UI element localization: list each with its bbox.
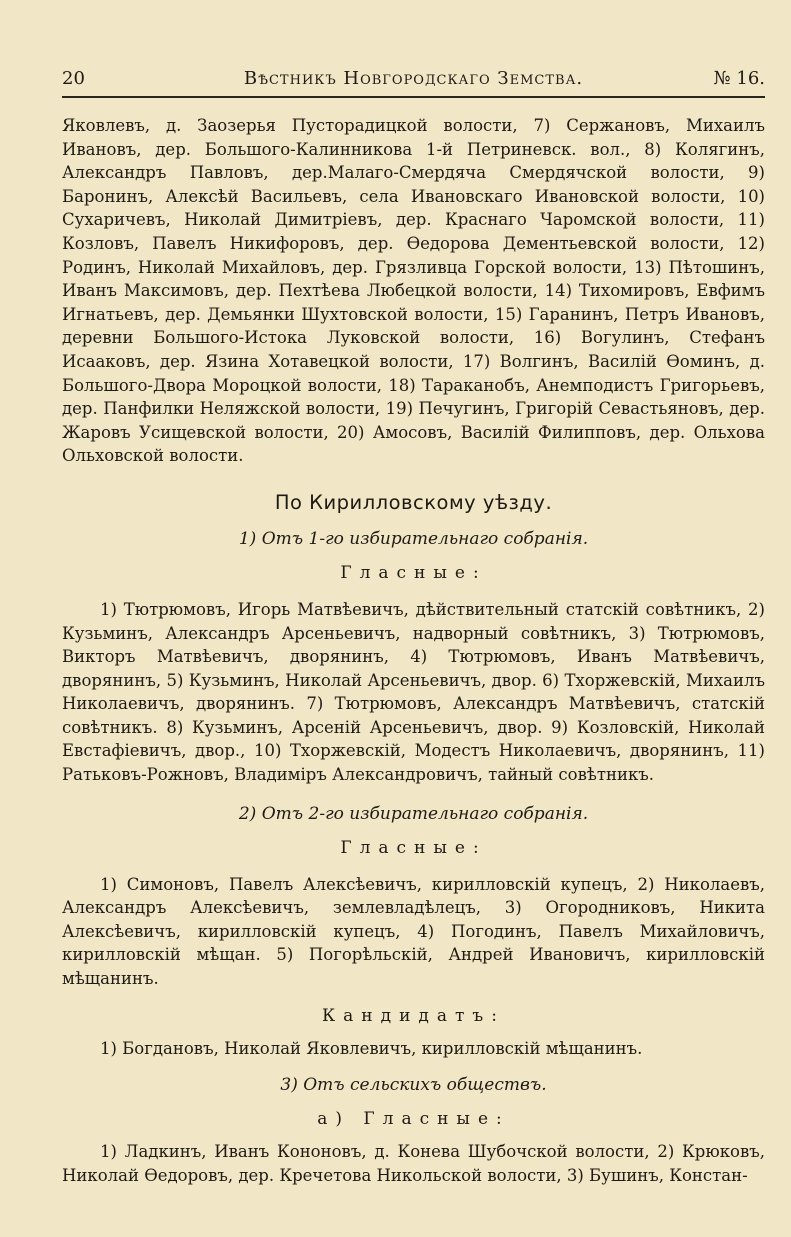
assembly3-paragraph: 1) Ладкинъ, Иванъ Кононовъ, д. Конева Шубочской волости, 2) Крюковъ, Николай Ѳедоровъ, дер. Кречетова Никольской волости, 3) Бушинъ, Констан- [62,1142,765,1185]
candidate-label: Кандидатъ: [322,1005,505,1026]
assembly1-glasnye-label: Гласные: [340,562,487,583]
assembly3-heading: 3) Отъ сельскихъ обществъ. [280,1075,547,1096]
page-number: 20 [62,68,85,89]
continuation-paragraph: Яковлевъ, д. Заозерья Пусторадицкой волости, 7) Сержановъ, Михаилъ Ивановъ, дер. Большого-Калинникова 1-й Петриневск. вол., 8) Колягинъ, Александръ Павловъ, дер.Малаго-Смердяча Смердячской волости, 9) Баронинъ, Алексѣй Васильевъ, села Ивановскаго Ивановской волости, 10) Сухаричевъ, Николай Димитріевъ, дер. Краснаго Чаромской волости, 11) Козловъ, Павелъ Никифоровъ, дер. Ѳедорова Дементьевской волости, 12) Родинъ, Николай Михайловъ, дер. Грязливца Горской волости, 13) Пѣтошинъ, Иванъ Максимовъ, дер. Пехтѣева Любецкой волости, 14) Тихомировъ, Евфимъ Игнатьевъ, дер. Демьянки Шухтовской волости, 15) Гаранинъ, Петръ Ивановъ, деревни Большого-Истока Луковской волости, 16) Вогулинъ, Стефанъ Исааковъ, дер. Язина Хотавецкой волости, 17) Волгинъ, Василій Ѳоминъ, д. Большого-Двора Мороцкой волости, 18) Тараканобъ, Анемподистъ Григорьевъ, дер. Панфилки Неляжской волости, 19) Печугинъ, Григорій Севастьяновъ, дер. Жаровъ Усищевской волости, 20) Амосовъ, Василій Филипповъ, дер. Ольхова Ольховской волости. [62,116,765,466]
issue-number: № 16. [713,68,765,89]
page-header [62,62,765,98]
journal-title: Вѣстникъ Новгородскаго Земства. [243,68,584,89]
section-title: По Кирилловскому уѣзду. [274,490,553,514]
assembly1-heading: 1) Отъ 1-го избирательнаго собранія. [238,528,589,549]
assembly2-paragraph: 1) Симоновъ, Павелъ Алексѣевичъ, кирилловскій купецъ, 2) Николаевъ, Александръ Алексѣевичъ, землевладѣлецъ, 3) Огородниковъ, Никита Алексѣевичъ, кирилловскій купецъ, 4) Погодинъ, Павелъ Михайловичъ, кирилловскій мѣщан. 5) Погорѣльскій, Андрей Ивановичъ, кирилловскій мѣщанинъ. [62,874,765,989]
assembly2-glasnye-label: Гласные: [340,837,487,858]
assembly2-heading: 2) Отъ 2-го избирательнаго собранія. [238,803,589,824]
assembly1-paragraph: 1) Тютрюмовъ, Игорь Матвѣевичъ, дѣйствительный статскій совѣтникъ, 2) Кузьминъ, Александръ Арсеньевичъ, надворный совѣтникъ, 3) Тютрюмовъ, Викторъ Матвѣевичъ, дворянинъ, 4) Тютрюмовъ, Иванъ Матвѣевичъ, дворянинъ, 5) Кузьминъ, Николай Арсеньевичъ, двор. 6) Тхоржевскій, Михаилъ Николаевичъ, дворянинъ. 7) Тютрюмовъ, Александръ Матвѣевичъ, статскій совѣтникъ. 8) Кузьминъ, Арсеній Арсеньевичъ, двор. 9) Козловскій, Николай Евстафіевичъ, двор., 10) Тхоржевскій, Модестъ Николаевичъ, дворянинъ, 11) Ратьковъ-Рожновъ, Владиміръ Александровичъ, тайный совѣтникъ. [62,599,765,785]
assembly3-glasnye-label: а) Гласные: [317,1109,510,1130]
candidate-paragraph: 1) Богдановъ, Николай Яковлевичъ, кирилловскій мѣщанинъ. [100,1038,643,1058]
